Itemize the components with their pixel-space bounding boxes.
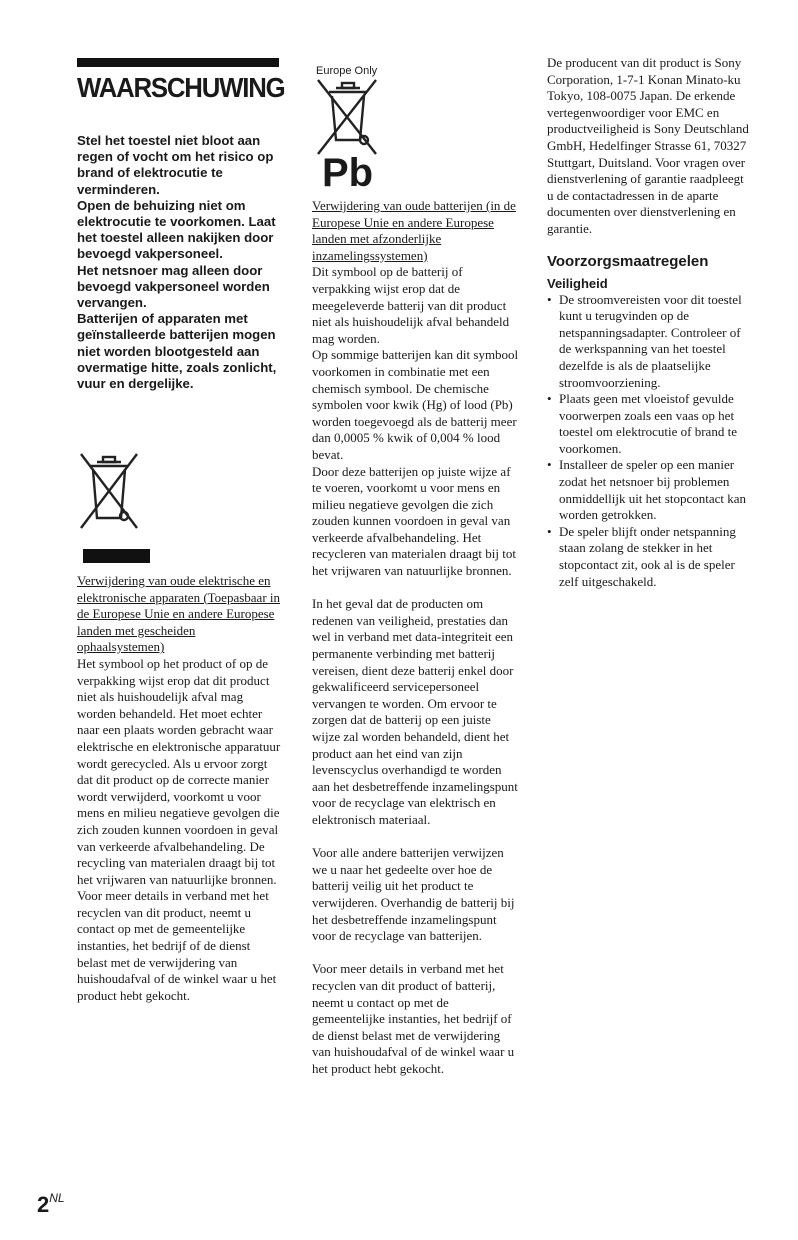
warning-paragraph: Het netsnoer mag alleen door bevoegd vakpersoneel worden vervangen. bbox=[77, 262, 270, 311]
page-language: NL bbox=[49, 1190, 65, 1205]
page-number-value: 2 bbox=[37, 1192, 50, 1217]
battery-paragraph: Door deze batterijen op juiste wijze af te voeren, voorkomt u voor mens en milieu negatieve gevolgen die zich zouden kunnen voordoen in geval van verkeerde afvalbehandeling. Het recycleren van materialen draagt bij tot het vrijwaren van natuurlijke bronnen. bbox=[312, 463, 516, 579]
right-column bbox=[547, 55, 753, 590]
warning-block bbox=[77, 133, 283, 392]
safety-list bbox=[547, 292, 753, 591]
battery-paragraph: In het geval dat de producten om redenen van veiligheid, prestaties dan wel in verband met data-integriteit een permanente verbinding met batterij vereisen, dient deze batterij enkel door gekwalificeerd servicepersoneel vervangen te worden. Om ervoor te zorgen dat de batterij op een juiste wijze zal worden behandeld, dient het product aan het eind van zijn levenscyclus overhandigd te worden aan het desbetreffende inzamelingspunt voor de recyclage van elektrisch en elektronisch materiaal. bbox=[312, 596, 518, 827]
electrical-body: Het symbool op het product of op de verpakking wijst erop dat dit product niet als huishoudelijk afval mag worden behandeld. Het moet echter naar een plaats worden gebracht waar elektrische en elektronische apparatuur wordt gerecycled. Als u ervoor zorgt dat dit product op de correcte manier wordt verwijderd, voorkomt u voor mens en milieu negatieve gevolgen die zich zouden kunnen voordoen in geval van verkeerde afvalbehandeling. De recycling van materialen draagt bij tot het vrijwaren van natuurlijke bronnen. Voor meer details in verband met het recyclen van dit product, neemt u contact op met de gemeentelijke instanties, het bedrijf of de dienst belast met de verwijdering van huishoudafval of de winkel waar u het product hebt gekocht. bbox=[77, 655, 281, 1003]
page-number bbox=[37, 1192, 65, 1218]
battery-paragraph: Voor alle andere batterijen verwijzen we u naar het gedeelte over hoe de batterij veilig uit het product te verwijderen. Overhandig de batterij bij het desbetreffende inzamelingspunt voor de recyclage van batterijen. bbox=[312, 845, 515, 944]
battery-heading: Verwijdering van oude batterijen (in de Europese Unie en andere Europese landen met afzonderlijke inzamelingssystemen) bbox=[312, 198, 516, 263]
warning-paragraph: Batterijen of apparaten met geïnstalleerde batterijen mogen niet worden blootgesteld aan overmatige hitte, zoals zonlicht, vuur en dergelijke. bbox=[77, 311, 277, 392]
electrical-section bbox=[77, 573, 282, 1004]
crossed-battery-bin-icon bbox=[312, 78, 382, 158]
page-title: WAARSCHUWING bbox=[77, 72, 285, 103]
warning-paragraph: Open de behuizing niet om elektrocutie te voorkomen. Laat het toestel alleen nakijken door bevoegd vakpersoneel. bbox=[77, 197, 276, 262]
list-item: • De speler blijft onder netspanning staan zolang de stekker in het stopcontact zit, ook al is de speler zelf uitgeschakeld. bbox=[547, 524, 753, 590]
warning-paragraph: Stel het toestel niet bloot aan regen of vocht om het risico op brand of elektrocutie te verminderen. bbox=[77, 133, 274, 197]
pb-symbol: Pb bbox=[322, 151, 374, 195]
title-rule bbox=[77, 58, 279, 67]
safety-subheading: Veiligheid bbox=[547, 275, 608, 291]
list-item: • Plaats geen met vloeistof gevulde voorwerpen zoals een vaas op het toestel om elektrocutie of brand te voorkomen. bbox=[547, 391, 753, 457]
battery-section bbox=[312, 198, 522, 1077]
precautions-heading: Voorzorgsmaatregelen bbox=[547, 252, 709, 270]
battery-paragraph: Dit symbool op de batterij of verpakking wijst erop dat de meegeleverde batterij van dit product niet als huishoudelijk afval behandeld mag worden. bbox=[312, 264, 510, 346]
europe-only-label: Europe Only bbox=[316, 65, 378, 77]
list-item: • De stroomvereisten voor dit toestel kunt u terugvinden op de netspanningsadapter. Controleer of de werkspanning van het toestel dezelfde is als de plaatselijke stroomvoorziening. bbox=[547, 292, 753, 392]
battery-paragraph: Op sommige batterijen kan dit symbool voorkomen in combinatie met een chemisch symbool. De chemische symbolen voor kwik (Hg) of lood (Pb) worden toegevoegd als de batterij meer dan 0,0005 % kwik of 0,004 % lood bevat. bbox=[312, 347, 519, 462]
black-bar bbox=[83, 549, 150, 563]
battery-paragraph: Voor meer details in verband met het recyclen van dit product of batterij, neemt u contact op met de gemeentelijke instanties, het bedrijf of de dienst belast met de verwijdering van huishoudafval of de winkel waar u het product hebt gekocht. bbox=[312, 961, 515, 1076]
crossed-bin-icon bbox=[77, 450, 141, 532]
list-item: • Installeer de speler op een manier zodat het netsnoer bij problemen onmiddellijk uit het stopcontact kan worden getrokken. bbox=[547, 457, 753, 523]
electrical-heading: Verwijdering van oude elektrische en elektronische apparaten (Toepasbaar in de Europese Unie en andere Europese landen met gescheiden ophaalsystemen) bbox=[77, 573, 281, 655]
producer-info: De producent van dit product is Sony Corporation, 1-7-1 Konan Minato-ku Tokyo, 108-0075 Japan. De erkende vertegenwoordiger voor EMC en productveiligheid is Sony Deutschland GmbH, Hedelfinger Strasse 61, 70327 Stuttgart, Duitsland. Voor vragen over dienstverlening of garantie raadpleegt u de contactadressen in de aparte documenten over dienstverlening en garantie. bbox=[547, 55, 749, 236]
